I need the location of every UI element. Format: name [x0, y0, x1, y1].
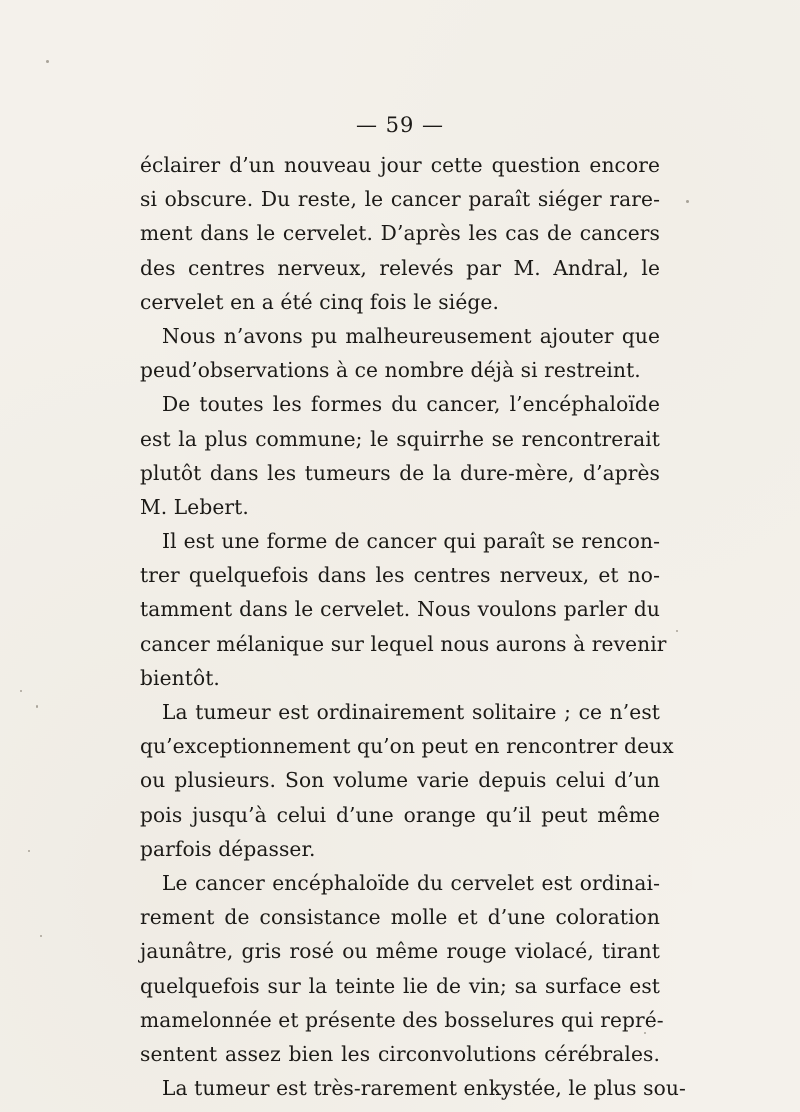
text-line: cancer mélanique sur lequel nous aurons à revenir: [140, 631, 667, 656]
text-line: La tumeur est ordinairement solitaire ; ce n’est: [162, 700, 660, 724]
text-line: ment dans le cervelet. D’après les cas de cancers: [140, 221, 660, 246]
page-number: — 59 —: [355, 113, 445, 137]
text-line: pois jusqu’à celui d’une orange qu’il peut même: [140, 802, 660, 827]
paper-speck: [36, 705, 38, 708]
text-line: plutôt dans les tumeurs de la dure-mère, d’après: [140, 460, 660, 485]
text-line: qu’exceptionnement qu’on peut en rencontrer deux: [140, 734, 674, 759]
paper-speck: [644, 1032, 646, 1034]
text-line: ou plusieurs. Son volume varie depuis celui d’un: [140, 768, 660, 793]
text-line: bientôt.: [140, 665, 220, 690]
paper-speck: [20, 690, 22, 692]
text-line: quelquefois sur la teinte lie de vin; sa surface est: [140, 973, 660, 998]
paper-speck: [40, 935, 42, 937]
text-line: La tumeur est très-rarement enkystée, le plus sou-: [162, 1076, 686, 1101]
text-line: M. Lebert.: [140, 494, 249, 519]
text-line: sentent assez bien les circonvolutions cérébrales.: [140, 1041, 660, 1066]
paper-speck: [46, 60, 49, 63]
text-line: Nous n’avons pu malheureusement ajouter que: [162, 323, 660, 348]
text-line: Il est une forme de cancer qui paraît se rencon-: [162, 529, 660, 554]
text-line: jaunâtre, gris rosé ou même rouge violacé, tirant: [140, 939, 660, 964]
text-line: mamelonnée et présente des bosselures qui repré-: [140, 1007, 664, 1032]
text-line: est la plus commune; le squirrhe se rencontrerait: [140, 426, 660, 451]
text-line: des centres nerveux, relevés par M. Andral, le: [140, 255, 660, 280]
text-line: peud’observations à ce nombre déjà si restreint.: [140, 358, 641, 383]
text-line: parfois dépasser.: [140, 836, 316, 861]
text-line: Le cancer encéphaloïde du cervelet est ordinai-: [162, 870, 660, 895]
text-line: trer quelquefois dans les centres nerveux, et no-: [140, 563, 660, 588]
body-text: [140, 148, 686, 1105]
text-line: cervelet en a été cinq fois le siége.: [140, 289, 499, 314]
paper-speck: [676, 630, 678, 632]
text-line: rement de consistance molle et d’une coloration: [140, 905, 660, 930]
text-line: De toutes les formes du cancer, l’encéphaloïde: [162, 392, 660, 417]
paper-speck: [686, 200, 689, 203]
text-line: éclairer d’un nouveau jour cette question encore: [140, 153, 660, 177]
text-line: tamment dans le cervelet. Nous voulons parler du: [140, 597, 660, 622]
paper-speck: [28, 850, 30, 852]
text-line: si obscure. Du reste, le cancer paraît siéger rare-: [140, 187, 660, 212]
